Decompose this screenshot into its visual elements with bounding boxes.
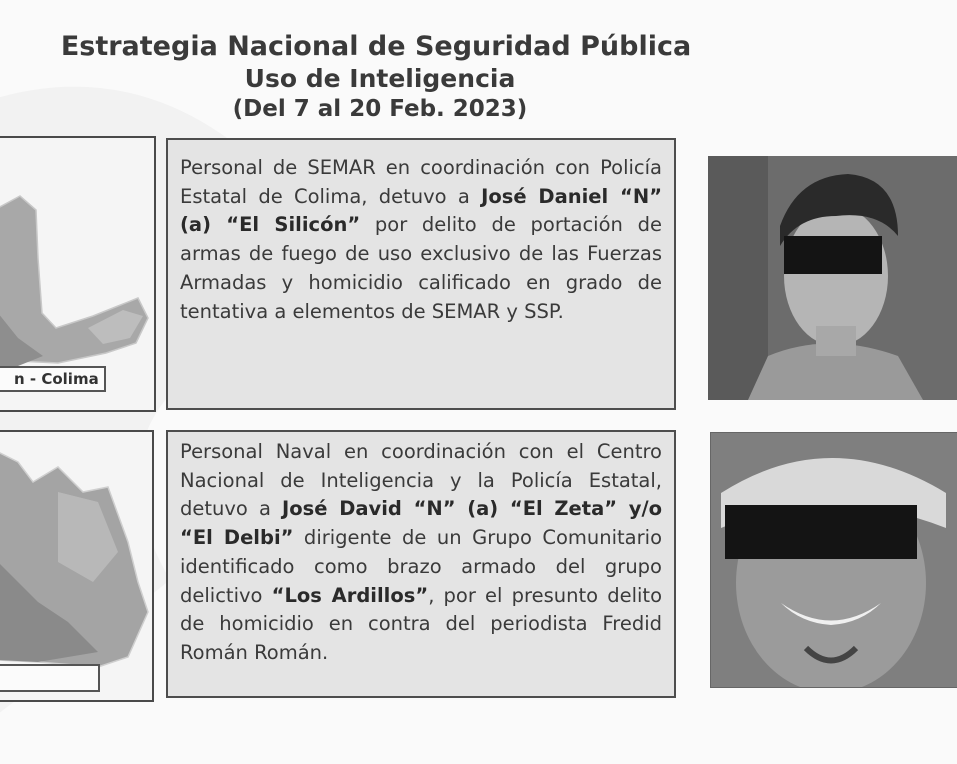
map-panel-guerrero — [0, 430, 154, 702]
highlighted-name: José David “N” (a) “El Zeta” y/o “El Delbi” — [180, 497, 663, 550]
case-text — [180, 154, 662, 326]
text-segment: Personal de SEMAR en coordinación con Policía Estatal de Colima, detuvo a — [180, 156, 662, 208]
header — [0, 30, 760, 124]
case-text — [180, 438, 662, 668]
censor-bar — [784, 236, 882, 274]
case-description-2 — [166, 430, 676, 698]
detainee-image — [708, 156, 957, 400]
highlighted-name: “Los Ardillos” — [271, 583, 429, 607]
text-segment: , por el presunto delito de homicidio en contra del periodista Fredid Román Román. — [180, 583, 662, 664]
text-segment: Personal Naval en coordinación con el Centro Nacional de Inteligencia y la Policía Estatal, detuvo a — [180, 440, 662, 521]
censor-bar — [725, 505, 917, 559]
detainee-photo-1 — [708, 156, 957, 400]
map-label — [0, 664, 100, 692]
detainee-image — [711, 433, 957, 687]
page-subtitle: Uso de Inteligencia — [244, 64, 516, 93]
case-description-1 — [166, 138, 676, 410]
page-title: Estrategia Nacional de Seguridad Pública — [60, 31, 692, 62]
detainee-photo-2 — [710, 432, 957, 688]
map-panel-colima — [0, 136, 156, 412]
guerrero-map — [0, 432, 152, 700]
date-range: (Del 7 al 20 Feb. 2023) — [232, 96, 528, 122]
text-segment: dirigente de un Grupo Comunitario identificado como brazo armado del grupo delictivo — [180, 526, 662, 607]
text-segment: por delito de portación de armas de fuego de uso exclusivo de las Fuerzas Armadas y homicidio calificado en grado de tentativa a elementos de SEMAR y SSP. — [180, 213, 662, 323]
highlighted-name: José Daniel “N” (a) “El Silicón” — [180, 184, 663, 237]
map-label: n - Colima — [0, 366, 106, 392]
